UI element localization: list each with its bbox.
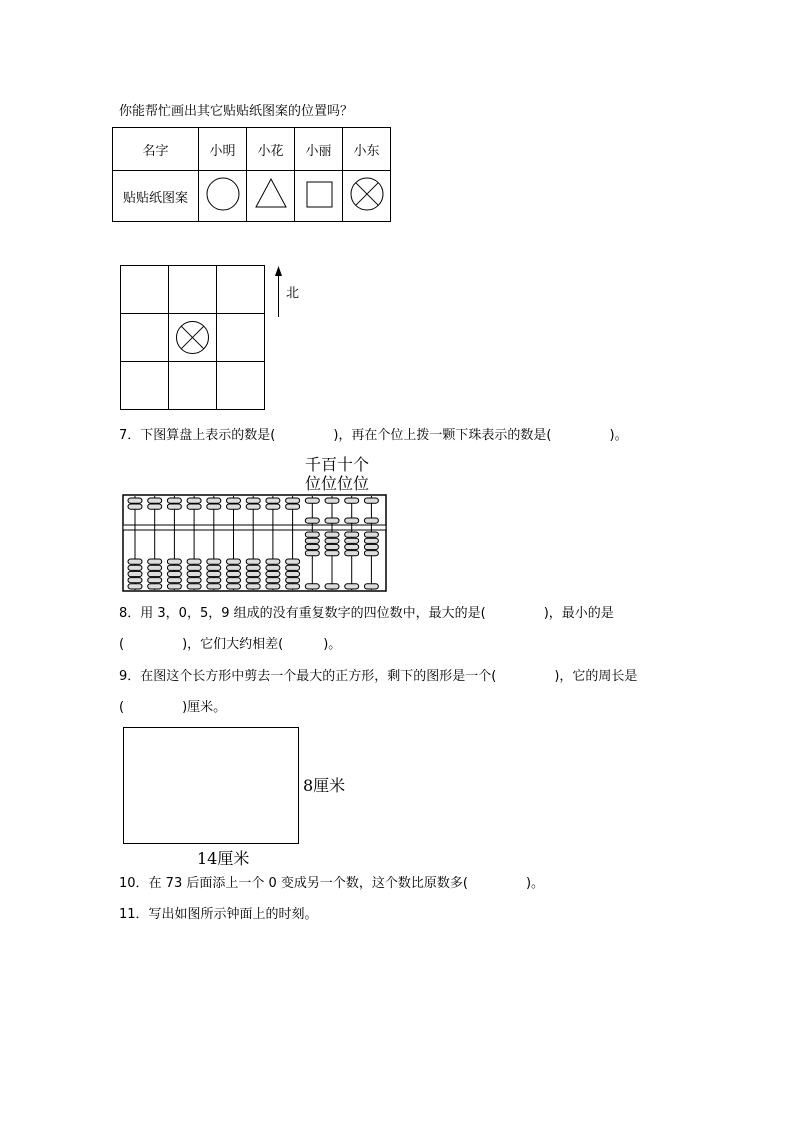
abacus-bead-lower	[207, 584, 221, 589]
table-cell-xiaoli	[295, 171, 343, 222]
q10-text-b: )。	[525, 876, 545, 891]
rectangle-height-label: 8厘米	[303, 776, 346, 795]
abacus-bead-lower	[305, 551, 319, 556]
table-header-name: 名字	[113, 128, 199, 171]
abacus-bead-lower	[345, 532, 359, 537]
abacus-bead-lower	[148, 565, 162, 570]
abacus-bead-lower	[207, 565, 221, 570]
abacus-bead-upper	[207, 498, 221, 503]
q9-text-a: 9．在图这个长方形中剪去一个最大的正方形，剩下的图形是一个(	[119, 669, 497, 684]
abacus-bead-lower	[128, 571, 142, 576]
question-8-line-1	[119, 606, 614, 622]
table-header-xiaodong: 小东	[343, 128, 391, 171]
abacus-bead-lower	[148, 578, 162, 583]
abacus-bead-lower	[246, 578, 260, 583]
abacus-bead-lower	[305, 544, 319, 549]
question-9-line-1	[119, 669, 637, 685]
intro-text: 你能帮忙画出其它贴贴纸图案的位置吗？	[119, 104, 354, 119]
abacus-bead-lower	[286, 565, 300, 570]
table-row-label: 贴贴纸图案	[113, 171, 199, 222]
abacus-bead-lower	[246, 565, 260, 570]
abacus-bead-lower	[364, 584, 378, 589]
abacus-bead-upper	[305, 518, 319, 523]
table-cell-xiaodong	[343, 171, 391, 222]
abacus-bead-lower	[325, 538, 339, 543]
north-label: 北	[286, 286, 300, 301]
abacus-bead-lower	[266, 559, 280, 564]
question-11: 11．写出如图所示钟面上的时刻。	[119, 907, 318, 922]
question-9-line-2	[119, 700, 226, 716]
abacus-bead-lower	[148, 584, 162, 589]
north-arrow-icon	[275, 266, 282, 317]
rectangle-width-label: 14厘米	[197, 849, 250, 868]
abacus-bead-lower	[128, 559, 142, 564]
abacus-bead-lower	[325, 544, 339, 549]
table-cell-xiaohua	[247, 171, 295, 222]
abacus-bead-lower	[305, 532, 319, 537]
abacus-bead-upper	[325, 498, 339, 503]
q8-text-c: (	[119, 637, 125, 652]
q7-text-a: 7．下图算盘上表示的数是(	[119, 428, 276, 443]
question-8-line-2	[119, 637, 341, 653]
abacus-bead-upper	[167, 504, 181, 509]
abacus-bead-lower	[345, 538, 359, 543]
abacus-bead-upper	[266, 504, 280, 509]
abacus	[122, 494, 388, 594]
table-header-xiaohua: 小花	[247, 128, 295, 171]
abacus-bead-lower	[266, 578, 280, 583]
abacus-bead-lower	[286, 559, 300, 564]
abacus-bead-lower	[246, 559, 260, 564]
abacus-bead-lower	[286, 571, 300, 576]
abacus-bead-upper	[167, 498, 181, 503]
abacus-place-suffix: 位位位位	[305, 474, 370, 493]
abacus-bead-lower	[345, 551, 359, 556]
abacus-bead-lower	[207, 571, 221, 576]
abacus-bead-upper	[266, 498, 280, 503]
abacus-bead-upper	[325, 518, 339, 523]
abacus-bead-upper	[305, 498, 319, 503]
rectangle-figure	[123, 727, 299, 844]
abacus-bead-lower	[364, 544, 378, 549]
abacus-bead-lower	[325, 532, 339, 537]
abacus-bead-lower	[187, 559, 201, 564]
abacus-bead-upper	[148, 504, 162, 509]
table-header-xiaoming: 小明	[199, 128, 247, 171]
abacus-bead-lower	[266, 565, 280, 570]
abacus-bead-upper	[246, 498, 260, 503]
abacus-bead-lower	[167, 578, 181, 583]
abacus-bead-upper	[207, 504, 221, 509]
position-grid	[118, 262, 318, 414]
abacus-bead-lower	[128, 565, 142, 570]
q7-text-c: )。	[609, 428, 628, 443]
abacus-bead-lower	[227, 559, 241, 564]
abacus-bead-lower	[187, 584, 201, 589]
abacus-bead-upper	[286, 504, 300, 509]
abacus-bead-lower	[187, 565, 201, 570]
abacus-bead-upper	[187, 504, 201, 509]
abacus-bead-lower	[227, 565, 241, 570]
abacus-bead-lower	[345, 544, 359, 549]
q7-text-b: )，再在个位上拨一颗下珠表示的数是(	[333, 428, 552, 443]
abacus-bead-upper	[128, 498, 142, 503]
abacus-bead-lower	[128, 584, 142, 589]
circle-x-icon	[349, 176, 385, 212]
triangle-icon	[253, 176, 289, 212]
abacus-bead-upper	[246, 504, 260, 509]
abacus-bead-upper	[128, 504, 142, 509]
abacus-bead-upper	[364, 518, 378, 523]
sticker-table	[112, 127, 391, 222]
abacus-bead-lower	[305, 538, 319, 543]
q8-text-b: )，最小的是	[543, 606, 614, 621]
abacus-bead-lower	[325, 584, 339, 589]
abacus-bead-lower	[345, 584, 359, 589]
table-cell-xiaoming	[199, 171, 247, 222]
abacus-bead-lower	[305, 584, 319, 589]
abacus-bead-lower	[167, 584, 181, 589]
abacus-bead-lower	[128, 578, 142, 583]
abacus-bead-lower	[227, 578, 241, 583]
abacus-beam	[123, 525, 386, 530]
abacus-bead-lower	[227, 571, 241, 576]
abacus-bead-lower	[246, 571, 260, 576]
q8-text-a: 8．用 3，0，5，9 组成的没有重复数字的四位数中，最大的是(	[119, 606, 486, 621]
abacus-bead-upper	[286, 498, 300, 503]
abacus-bead-lower	[148, 559, 162, 564]
abacus-bead-lower	[148, 571, 162, 576]
abacus-bead-upper	[187, 498, 201, 503]
square-icon	[301, 176, 337, 212]
q9-text-b: )，它的周长是	[554, 669, 638, 684]
abacus-bead-lower	[364, 532, 378, 537]
abacus-bead-lower	[266, 571, 280, 576]
abacus-bead-lower	[187, 571, 201, 576]
abacus-bead-upper	[227, 504, 241, 509]
question-7	[119, 428, 628, 444]
q8-text-d: )，它们大约相差(	[182, 637, 284, 652]
abacus-bead-lower	[187, 578, 201, 583]
abacus-bead-lower	[364, 551, 378, 556]
abacus-bead-upper	[148, 498, 162, 503]
q10-text-a: 10．在 73 后面添上一个 0 变成另一个数，这个数比原数多(	[119, 876, 468, 891]
abacus-bead-lower	[325, 551, 339, 556]
abacus-bead-lower	[364, 538, 378, 543]
abacus-bead-lower	[227, 584, 241, 589]
abacus-bead-lower	[286, 584, 300, 589]
circle-icon	[205, 176, 241, 212]
abacus-bead-lower	[286, 578, 300, 583]
abacus-bead-lower	[207, 578, 221, 583]
table-header-xiaoli: 小丽	[295, 128, 343, 171]
abacus-bead-upper	[345, 498, 359, 503]
abacus-bead-lower	[266, 584, 280, 589]
q9-text-c: (	[119, 700, 125, 715]
q9-text-d: )厘米。	[182, 700, 227, 715]
question-10	[119, 876, 544, 892]
circle-x-icon	[177, 322, 209, 354]
abacus-bead-lower	[167, 559, 181, 564]
q8-text-e: )。	[323, 637, 342, 652]
abacus-bead-lower	[207, 559, 221, 564]
abacus-bead-upper	[345, 518, 359, 523]
abacus-bead-upper	[227, 498, 241, 503]
abacus-bead-upper	[364, 498, 378, 503]
abacus-place-names: 千百十个	[305, 455, 370, 474]
abacus-bead-lower	[246, 584, 260, 589]
abacus-bead-lower	[167, 571, 181, 576]
abacus-bead-lower	[167, 565, 181, 570]
